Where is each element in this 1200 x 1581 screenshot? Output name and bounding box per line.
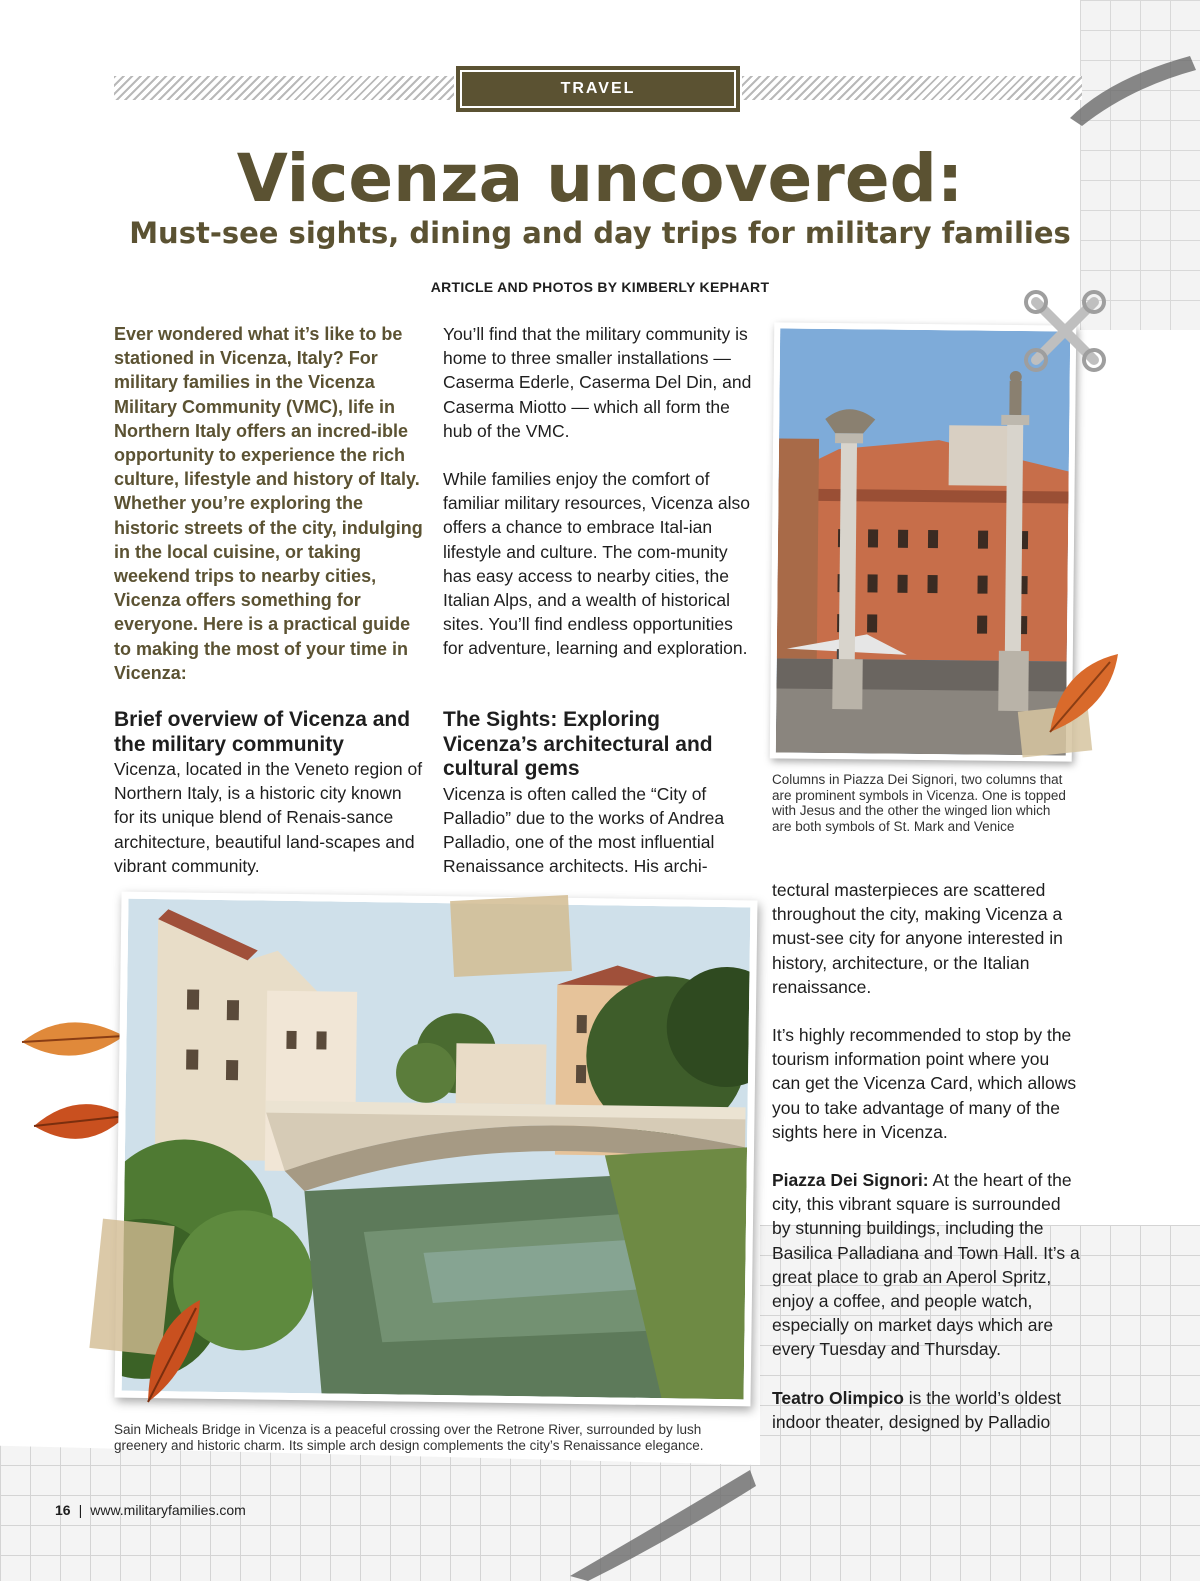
article-subtitle: Must-see sights, dining and day trips for military families <box>129 216 1071 250</box>
header-stripe-left <box>114 76 454 100</box>
teatro-label: Teatro Olimpico <box>772 1387 904 1408</box>
header-stripe-right <box>742 76 1082 100</box>
footer-separator: | <box>78 1502 83 1518</box>
military-community-paragraph: You’ll find that the military community is home to three smaller installations — Caserma Ederle, Caserma Del Din, and Caserma Miotto — which all form the hub of the VMC. <box>443 324 752 441</box>
piazza-columns-image <box>776 328 1070 755</box>
piazza-photo-caption: Columns in Piazza Dei Signori, two columns that are prominent symbols in Vicenza. One is topped with Jesus and the other the winged lion which are both symbols of St. Mark and Venice <box>772 772 1066 834</box>
page-number: 16 <box>55 1502 71 1518</box>
lifestyle-paragraph: While families enjoy the comfort of familiar military resources, Vicenza also offers a chance to embrace Ital-ian lifestyle and culture. The com-munity has easy access to nearby cities, the Italian Alps, and a wealth of historical sites. You’ll find endless opportunities for adventure, learning and exploration. <box>443 469 751 659</box>
section-tag: TRAVEL <box>456 66 740 112</box>
section-overview <box>114 708 424 878</box>
intro-paragraph: Ever wondered what it’s like to be stationed in Vicenza, Italy? For military families in the Vicenza Military Community (VMC), life in Northern Italy offers an incred-ible opportunity to experience the rich culture, lifestyle and history of Italy. Whether you’re exploring the historic streets of the city, indulging in the local cuisine, or taking weekend trips to nearby cities, Vicenza offers something for everyone. Here is a practical guide to making the most of your time in Vicenza: <box>114 324 423 683</box>
footer-url: www.militaryfamilies.com <box>90 1502 246 1518</box>
tape-decoration <box>450 895 572 977</box>
teatro-text: is the world’s oldest indoor theater, designed by Palladio <box>772 1387 1062 1432</box>
autumn-leaf-decoration <box>18 1006 128 1076</box>
piazza-text: At the heart of the city, this vibrant square is surrounded by stunning buildings, including the Basilica Palladiana and Town Hall. It’s a great place to grab an Aperol Spritz, enjoy a coffee, and people watch, especially on market days which are every Tuesday and Thursday. <box>772 1170 1080 1360</box>
autumn-leaf-decoration <box>1040 648 1124 738</box>
brush-stroke-bottom-decoration <box>560 1440 760 1581</box>
piazza-paragraph <box>772 1168 1082 1362</box>
bridge-image <box>122 899 751 1400</box>
autumn-leaf-decoration <box>140 1296 206 1406</box>
section-sights <box>443 708 753 878</box>
article-byline: ARTICLE AND PHOTOS BY KIMBERLY KEPHART <box>430 279 770 295</box>
bridge-photo-caption: Sain Micheals Bridge in Vicenza is a peaceful crossing over the Retrone River, surrounded by lush greenery and historic charm. Its simple arch design complements the city’s Renaissance elegance. <box>114 1422 704 1453</box>
section-overview-body: Vicenza, located in the Veneto region of Northern Italy, is a historic city known for its unique blend of Renais-sance architecture, beautiful land-scapes and vibrant community. <box>114 759 423 876</box>
paper-clip-decoration <box>1022 288 1108 374</box>
bridge-photo <box>114 892 757 1407</box>
vicenza-card-paragraph: It’s highly recommended to stop by the tourism information point where you can get the Vicenza Card, which allows you to take advantage of many of the sights here in Vicenza. <box>772 1025 1077 1142</box>
piazza-label: Piazza Dei Signori: <box>772 1170 929 1191</box>
architecture-paragraph: tectural masterpieces are scattered throughout the city, making Vicenza a must-see city for anyone interested in history, architecture, or the Italian renaissance. <box>772 880 1063 997</box>
section-overview-heading: Brief overview of Vicenza and the military community <box>114 708 411 756</box>
autumn-leaf-decoration <box>30 1086 130 1160</box>
section-sights-body: Vicenza is often called the “City of Palladio” due to the works of Andrea Palladio, one of the most influential Renaissance architects. His archi- <box>443 783 725 877</box>
section-sights-heading: The Sights: Exploring Vicenza’s architectural and cultural gems <box>443 708 713 780</box>
piazza-columns-photo <box>770 322 1077 761</box>
column-three <box>772 878 1082 1458</box>
article-title: Vicenza uncovered: <box>236 140 964 217</box>
teatro-paragraph <box>772 1386 1082 1434</box>
page-footer <box>55 1502 246 1518</box>
column-two <box>443 322 753 685</box>
